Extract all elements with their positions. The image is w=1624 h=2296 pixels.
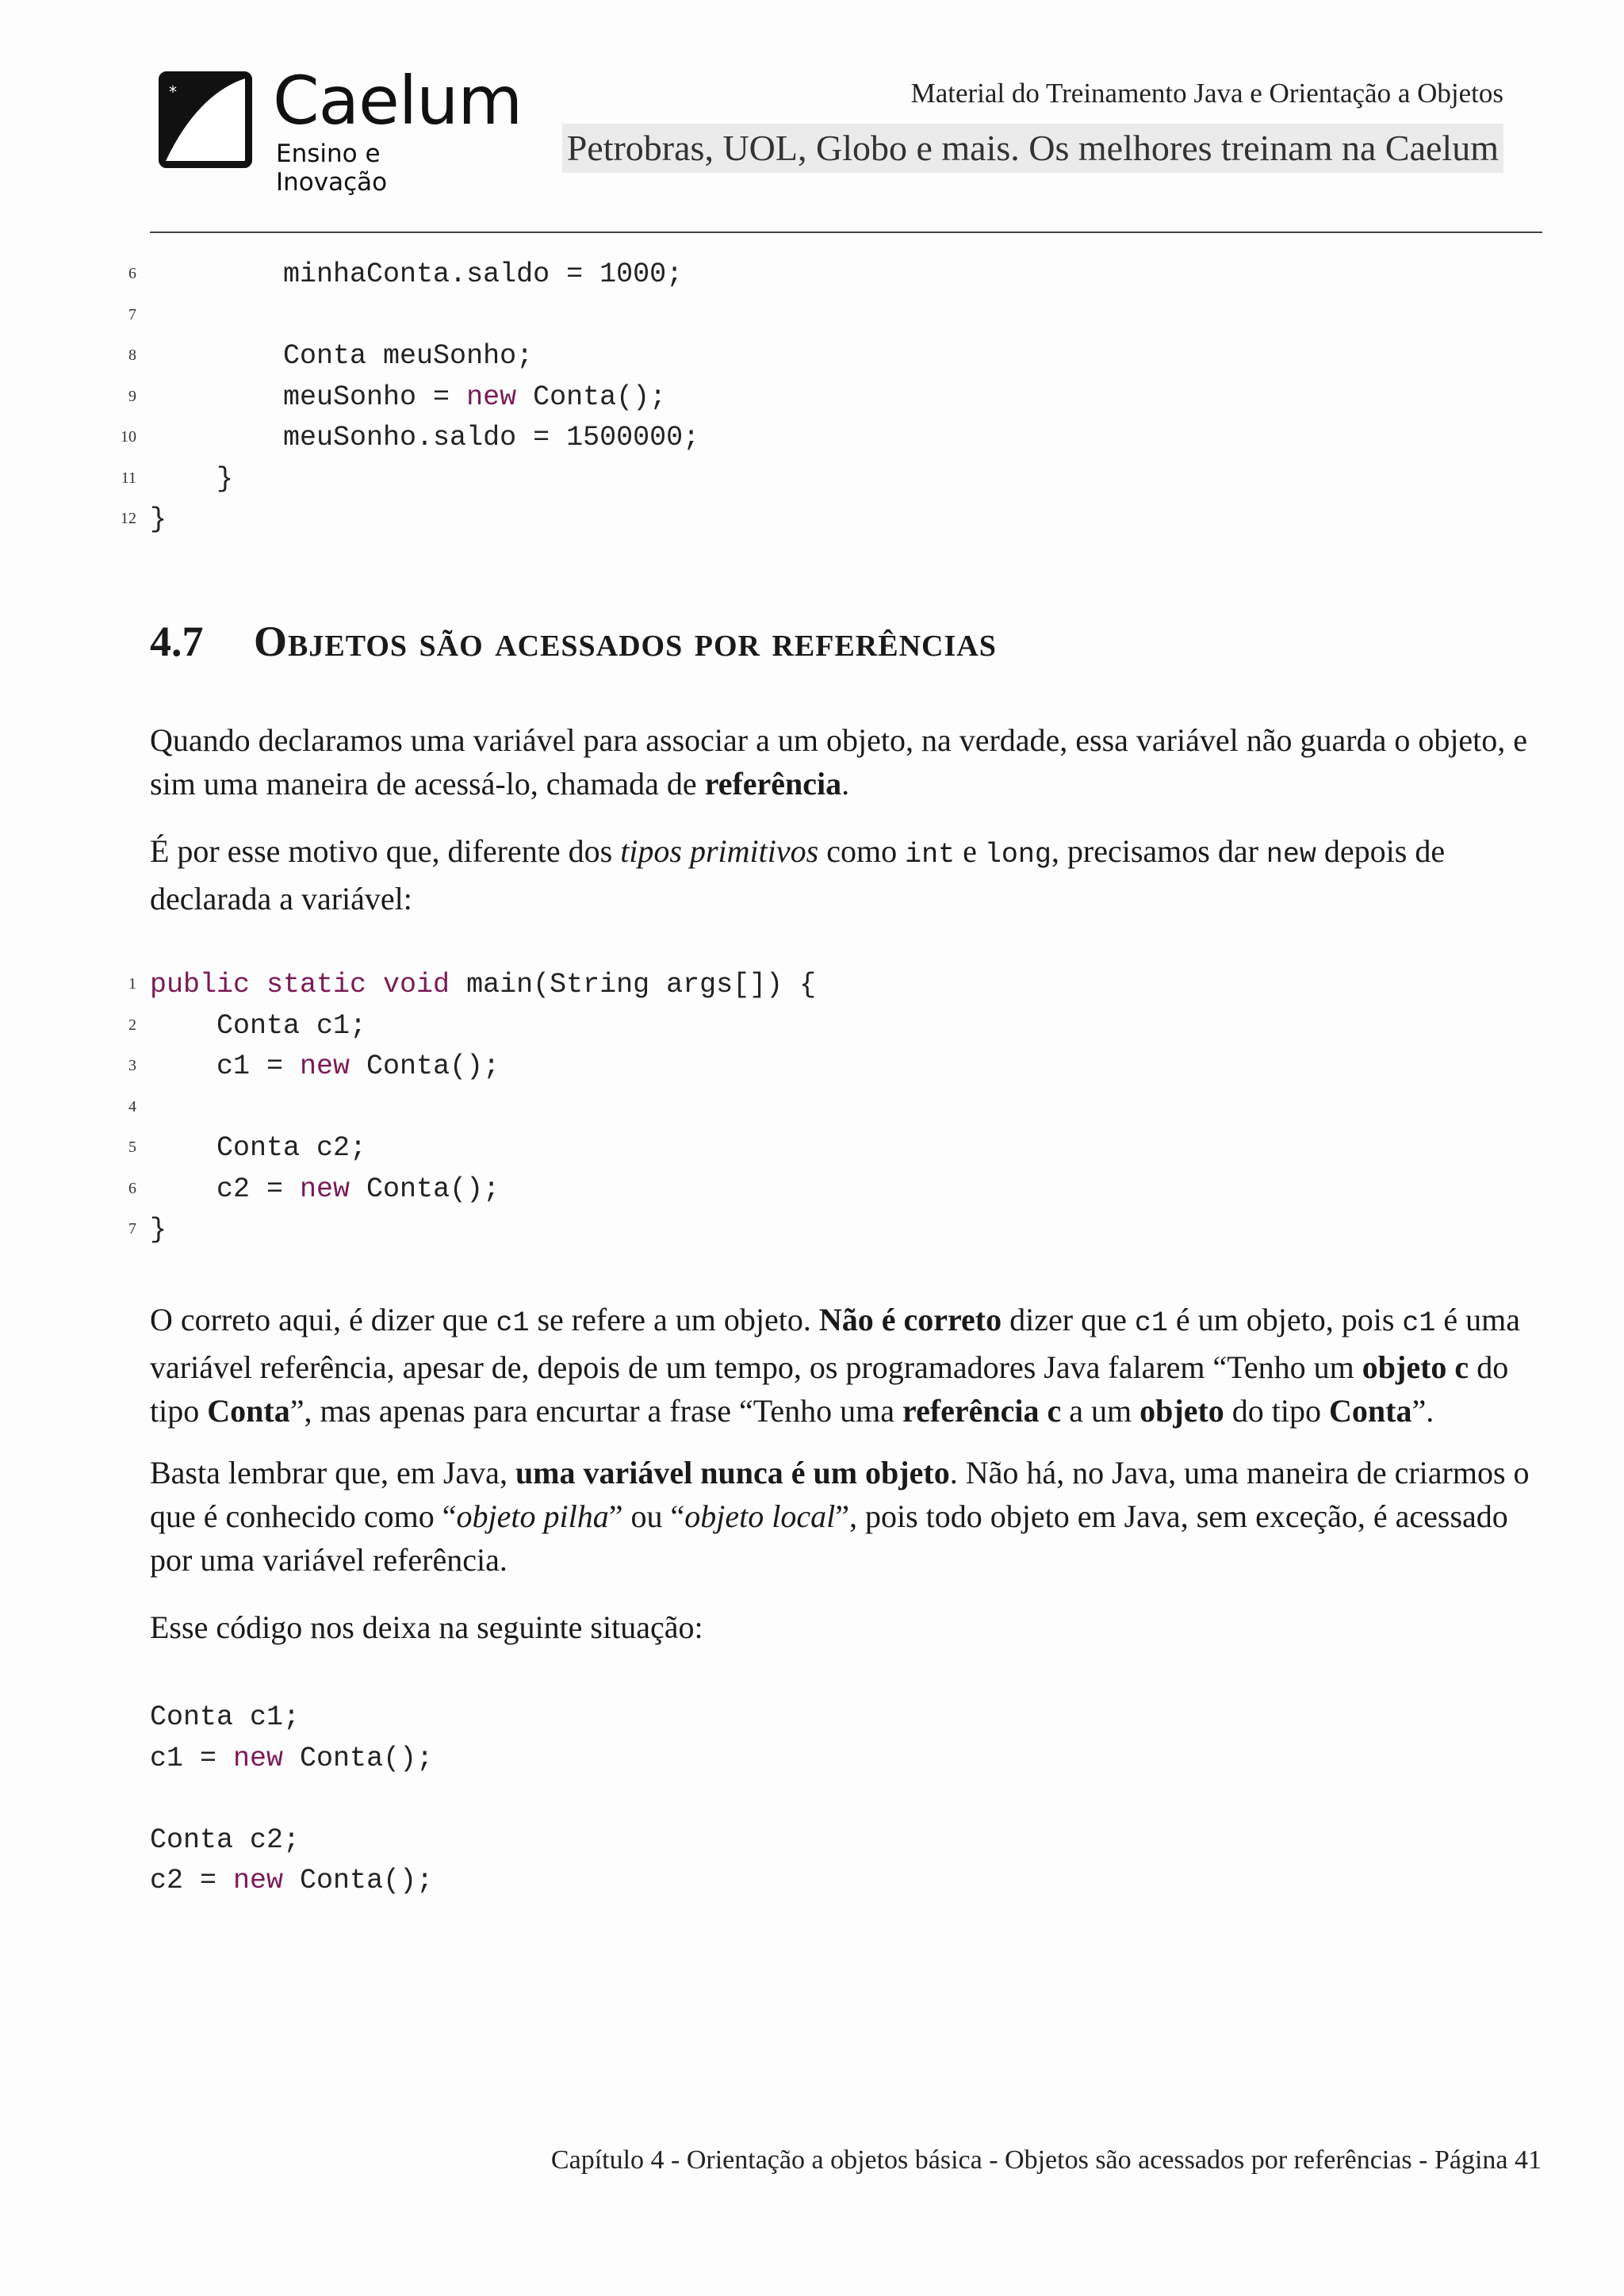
code-line (150, 1738, 433, 1779)
code-text: } (150, 1214, 167, 1246)
page-footer: Capítulo 4 - Orientação a objetos básica - Objetos são acessados por referências - Página 41 (550, 2145, 1542, 2175)
code-keyword: new (300, 1173, 350, 1205)
code-text: meuSonho.saldo = 1500000; (150, 422, 700, 453)
line-number: 9 (128, 387, 136, 405)
code-text: main(String args[]) { (450, 969, 817, 1001)
section-title: Objetos são acessados por referências (254, 618, 997, 665)
text-span: ”. (1411, 1393, 1434, 1429)
code-text: Conta(); (283, 1865, 434, 1896)
code-text: Conta(); (516, 381, 667, 413)
text-span: Basta lembrar que, em Java, (150, 1455, 515, 1490)
inline-code: c1 (1402, 1307, 1436, 1339)
text-span: a um (1061, 1393, 1140, 1429)
bold-term: uma variável nunca é um objeto (515, 1455, 950, 1490)
logo-name: Caelum (273, 62, 523, 140)
text-span: , precisamos dar (1051, 833, 1266, 869)
logo-mark-icon (159, 71, 252, 168)
code-text: Conta c2; (150, 1132, 367, 1164)
code-line (150, 1820, 300, 1861)
code-text: c1 = (150, 1742, 234, 1774)
code-text: Conta c1; (150, 1701, 301, 1733)
line-number: 10 (121, 428, 136, 446)
code-text: Conta(); (350, 1050, 500, 1082)
code-keyword: new (300, 1050, 350, 1082)
text-span: depois de declarada a variável: (150, 833, 1446, 916)
italic-term: objeto pilha (456, 1498, 609, 1534)
text-span: do tipo (1224, 1393, 1330, 1429)
code-line (150, 1046, 500, 1087)
line-number: 11 (121, 469, 136, 487)
header-title: Material do Treinamento Java e Orientação a Objetos (910, 78, 1503, 109)
header-subtitle: Petrobras, UOL, Globo e mais. Os melhores treinam na Caelum (562, 124, 1503, 173)
code-keyword: new (233, 1742, 284, 1774)
text-span: É por esse motivo que, diferente dos (150, 833, 621, 869)
code-text: } (150, 462, 234, 495)
text-span: . (841, 766, 850, 802)
paragraph-variable-never-object (150, 1451, 1545, 1582)
inline-code: c1 (496, 1307, 530, 1339)
bold-term: Não é correto (818, 1302, 1002, 1337)
code-text: Conta(); (350, 1173, 500, 1205)
code-line (150, 417, 699, 458)
italic-term: objeto local (684, 1498, 836, 1534)
code-block-continuation (0, 254, 1624, 542)
bold-term: objeto c (1362, 1349, 1469, 1385)
line-number: 12 (121, 510, 136, 527)
line-number: 5 (128, 1138, 136, 1156)
line-number: 6 (128, 1179, 136, 1197)
code-text: Conta meuSonho; (150, 340, 534, 372)
logo-tagline: Ensino e Inovação (276, 140, 388, 197)
line-number: 8 (128, 346, 136, 364)
code-line (150, 1860, 433, 1901)
section-number: 4.7 (150, 618, 204, 665)
code-line (150, 1005, 366, 1047)
code-block-snippet (150, 1697, 943, 1903)
bold-term: objeto (1139, 1393, 1224, 1429)
code-keyword: new (466, 381, 517, 413)
bold-term: referência (704, 766, 842, 802)
code-text: c1 = (150, 1050, 301, 1082)
paragraph-primitives (150, 829, 1545, 920)
text-span: O correto aqui, é dizer que (150, 1302, 496, 1337)
code-keyword: new (233, 1865, 284, 1896)
code-line (150, 1209, 167, 1250)
code-line (150, 1169, 500, 1210)
header-divider (150, 232, 1542, 233)
text-span: do tipo (150, 1349, 1509, 1429)
text-span: é um objeto, pois (1167, 1302, 1403, 1337)
italic-term: tipos primitivos (620, 833, 819, 869)
text-span: e (955, 833, 985, 869)
line-number: 1 (128, 975, 136, 993)
bold-term: Conta (1329, 1393, 1412, 1429)
inline-code: long (984, 839, 1051, 871)
code-line (150, 458, 233, 499)
inline-code: c1 (1134, 1307, 1168, 1339)
paragraph-c1-reference (150, 1298, 1545, 1433)
text-span: ” ou “ (608, 1498, 685, 1534)
code-text: } (150, 503, 167, 535)
inline-code: int (905, 839, 956, 871)
code-line (150, 1697, 300, 1738)
text-span: Quando declaramos uma variável para associar a um objeto, na verdade, essa variável não guarda o objeto, e sim uma maneira de acessá-lo, chamada de (150, 722, 1528, 802)
line-number: 2 (128, 1016, 136, 1034)
code-line (150, 1127, 366, 1169)
code-line (150, 377, 666, 418)
code-text: Conta c2; (150, 1823, 301, 1856)
svg-text:*: * (169, 82, 177, 101)
code-text: Conta c1; (150, 1009, 367, 1042)
code-text: Conta(); (283, 1742, 434, 1774)
caelum-logo (155, 62, 523, 197)
text-span: como (818, 833, 906, 869)
text-span: ”, mas apenas para encurtar a frase “Tenho uma (289, 1393, 903, 1429)
paragraph-reference-intro (150, 718, 1545, 806)
line-number: 6 (128, 265, 136, 282)
text-span: dizer que (1002, 1302, 1135, 1337)
code-keyword: public static void (150, 969, 450, 1001)
bold-term: Conta (207, 1393, 290, 1429)
bold-term: referência c (902, 1393, 1062, 1429)
text-span: . Não há, no Java, uma maneira de criarmos o que é conhecido como “ (150, 1455, 1530, 1534)
code-text: c2 = (150, 1173, 301, 1205)
code-line (150, 499, 167, 540)
line-number: 7 (128, 1220, 136, 1238)
text-span: é uma variável referência, apesar de, depois de um tempo, os programadores Java falarem “Tenho um (150, 1302, 1521, 1385)
code-line (150, 335, 533, 377)
code-text: minhaConta.saldo = 1000; (150, 258, 684, 290)
line-number: 7 (128, 305, 136, 323)
text-span: Esse código nos deixa na seguinte situação: (150, 1609, 703, 1645)
code-line (150, 964, 816, 1005)
inline-code: new (1266, 839, 1316, 871)
code-text: meuSonho = (150, 381, 467, 413)
text-span: se refere a um objeto. (529, 1302, 819, 1337)
text-span: ”, pois todo objeto em Java, sem exceção, é acessado por uma variável referência. (150, 1498, 1508, 1578)
line-number: 3 (128, 1057, 136, 1074)
paragraph-situation (150, 1605, 1545, 1649)
code-block-main (0, 964, 1624, 1253)
line-number: 4 (128, 1097, 136, 1115)
code-line (150, 254, 683, 295)
code-text: c2 = (150, 1865, 234, 1896)
